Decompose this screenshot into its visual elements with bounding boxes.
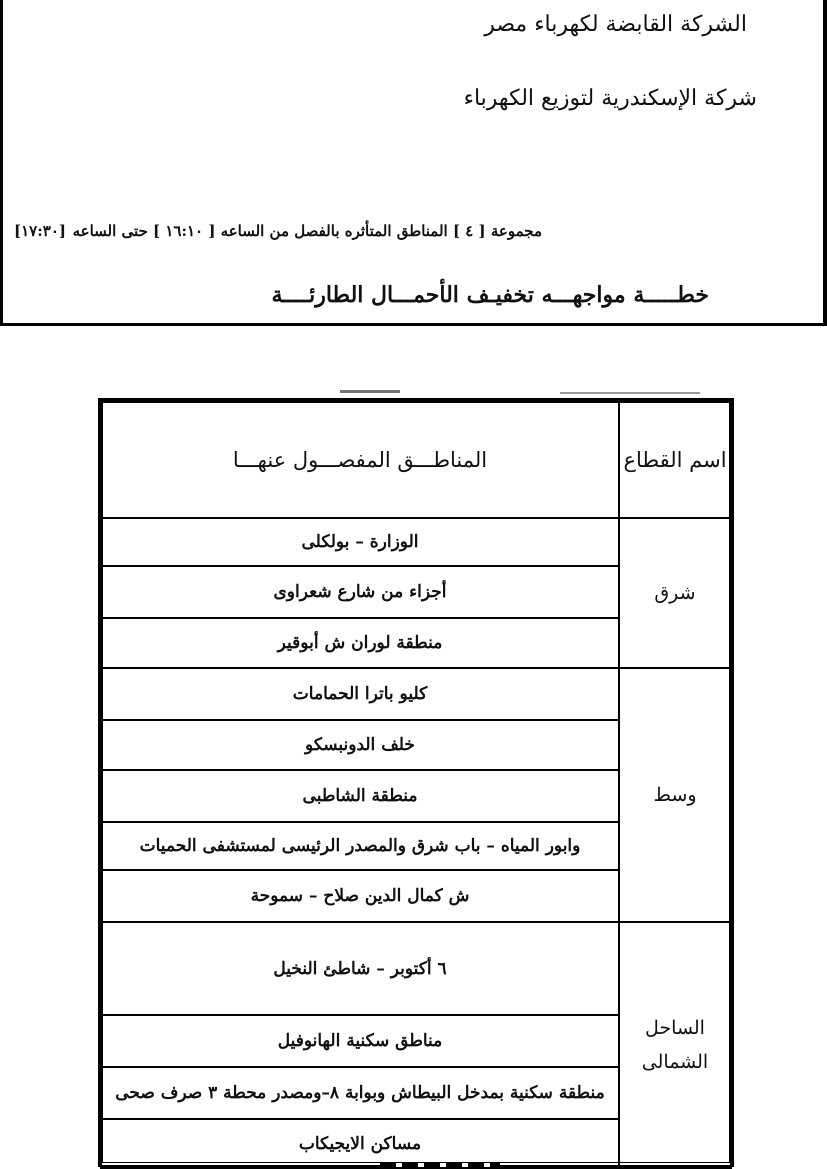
- zones-table: [100, 400, 732, 1169]
- letterhead-frame: [0, 0, 827, 325]
- area-cell: وابور المياه – باب شرق والمصدر الرئيسى لمستشفى الحميات: [101, 822, 619, 870]
- area-cell: الوزارة – بولكلى: [101, 518, 619, 566]
- table-row: [101, 668, 731, 720]
- load-shedding-table: [98, 398, 734, 1167]
- sector-cell-center: [619, 668, 731, 922]
- scan-artifact: [560, 392, 700, 394]
- area-cell: مساكن الايجيكاب: [101, 1119, 619, 1168]
- distribution-company-name: شركة الإسكندرية لتوزيع الكهرباء: [463, 86, 757, 111]
- sector-name-line: الساحل: [645, 1017, 705, 1039]
- sector-name: وسط: [653, 784, 697, 806]
- sector-column-header: اسم القطاع: [619, 401, 731, 518]
- areas-column-header: المناطـــق المفصـــول عنهـــا: [101, 401, 619, 518]
- group-end-time: [١٧:٣٠]: [14, 222, 66, 240]
- area-cell: خلف الدونبسكو: [101, 720, 619, 770]
- area-cell: ٦ أكتوبر – شاطئ النخيل: [101, 922, 619, 1015]
- area-cell: أجزاء من شارع شعراوى: [101, 566, 619, 618]
- area-cell: مناطق سكنية الهانوفيل: [101, 1015, 619, 1067]
- plan-title: خطـــــة مواجهـــه تخفيـف الأحمـــال الطارئــــة: [271, 282, 709, 308]
- sector-name: شرق: [654, 582, 696, 604]
- sector-cell-east: [619, 518, 731, 668]
- sector-name-line: الشمالى: [641, 1051, 709, 1073]
- table-header-row: [101, 401, 731, 518]
- scan-artifact: [340, 390, 400, 393]
- area-cell: منطقة سكنية بمدخل البيطاش وبوابة ٨–ومصدر محطة ٣ صرف صحى: [101, 1067, 619, 1119]
- area-cell: كليو باترا الحمامات: [101, 668, 619, 720]
- group-affected-areas-line: مجموعة [ ٤ ] المناطق المتأثره بالفصل من الساعه [ ١٦:١٠ ] حتى الساعه: [72, 222, 542, 240]
- area-cell: منطقة لوران ش أبوقير: [101, 618, 619, 668]
- holding-company-name: الشركة القابضة لكهرباء مصر: [484, 12, 747, 37]
- table-row: [101, 922, 731, 1015]
- area-cell: ش كمال الدين صلاح – سموحة: [101, 870, 619, 922]
- sector-cell-north-coast: [619, 922, 731, 1168]
- area-cell: منطقة الشاطبى: [101, 770, 619, 822]
- frame-bottom-border: [0, 323, 827, 326]
- frame-right-border: [823, 0, 827, 325]
- table-row: [101, 518, 731, 566]
- frame-left-border: [0, 0, 3, 325]
